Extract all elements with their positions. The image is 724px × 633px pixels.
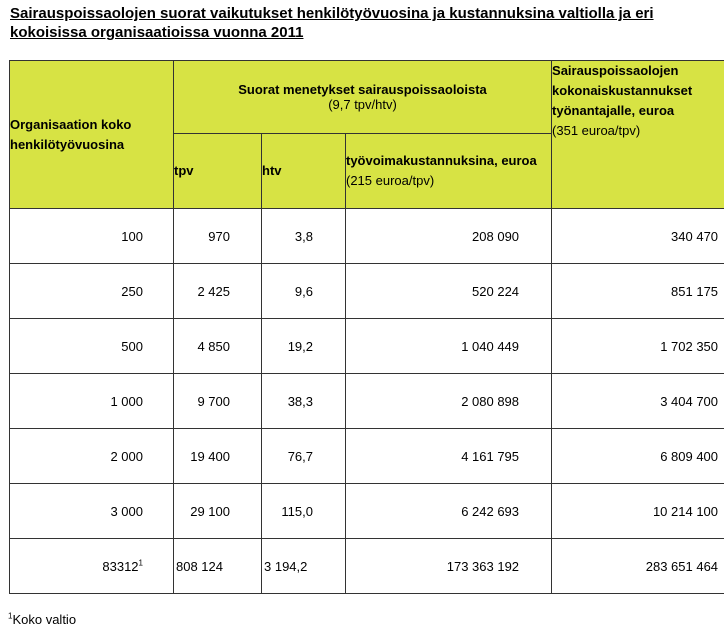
table-row — [10, 209, 724, 264]
cell-total-cost: 6 809 400 — [552, 429, 724, 484]
footnote-mark: 1 — [8, 611, 13, 621]
table-row — [10, 264, 724, 319]
sick-leave-table — [9, 60, 724, 594]
header-htv: htv — [262, 134, 346, 209]
cell-tpv: 19 400 — [174, 429, 262, 484]
header-org-size: Organisaation koko henkilötyövuosina — [10, 61, 174, 209]
cell-total-cost: 10 214 100 — [552, 484, 724, 539]
cell-labour-cost: 2 080 898 — [346, 374, 552, 429]
header-total-cost-label: Sairauspoissaolojen kokonaiskustannukset työnantajalle, euroa — [552, 63, 693, 118]
cell-htv: 19,2 — [262, 319, 346, 374]
cell-org-size: 1 000 — [10, 374, 174, 429]
footnote-text: Koko valtio — [12, 612, 77, 627]
cell-org-size: 500 — [10, 319, 174, 374]
header-labour-cost-label: työvoimakustannuksina, euroa — [346, 153, 537, 168]
cell-tpv: 970 — [174, 209, 262, 264]
cell-labour-cost: 208 090 — [346, 209, 552, 264]
cell-labour-cost: 520 224 — [346, 264, 552, 319]
cell-labour-cost: 173 363 192 — [346, 539, 552, 594]
header-labour-cost-note: (215 euroa/tpv) — [346, 173, 435, 188]
cell-htv: 76,7 — [262, 429, 346, 484]
cell-total-cost: 851 175 — [552, 264, 724, 319]
cell-org-size: 250 — [10, 264, 174, 319]
cell-tpv: 4 850 — [174, 319, 262, 374]
header-total-cost-note: (351 euroa/tpv) — [552, 123, 641, 138]
table-row — [10, 484, 724, 539]
cell-org-size — [10, 539, 174, 594]
cell-labour-cost: 1 040 449 — [346, 319, 552, 374]
cell-htv: 38,3 — [262, 374, 346, 429]
header-direct-losses-note: (9,7 tpv/htv) — [328, 97, 397, 112]
header-direct-losses-label: Suorat menetykset sairauspoissaoloista — [238, 82, 487, 97]
cell-total-cost: 3 404 700 — [552, 374, 724, 429]
table-row — [10, 319, 724, 374]
table-row — [10, 374, 724, 429]
cell-htv: 3,8 — [262, 209, 346, 264]
header-total-cost — [552, 61, 724, 209]
cell-org-size: 100 — [10, 209, 174, 264]
footnote-ref: 1 — [138, 558, 143, 568]
header-labour-cost — [346, 134, 552, 209]
page-title: Sairauspoissaolojen suorat vaikutukset henkilötyövuosina ja kustannuksina valtiolla ja eri kokoisissa organisaatioissa vuonna 2011 — [10, 5, 654, 41]
cell-tpv: 2 425 — [174, 264, 262, 319]
cell-labour-cost: 4 161 795 — [346, 429, 552, 484]
cell-tpv: 29 100 — [174, 484, 262, 539]
cell-total-cost: 1 702 350 — [552, 319, 724, 374]
cell-total-cost: 340 470 — [552, 209, 724, 264]
cell-htv: 9,6 — [262, 264, 346, 319]
cell-tpv: 808 124 — [174, 539, 262, 594]
cell-org-size-value: 83312 — [102, 558, 139, 574]
table-row — [10, 429, 724, 484]
table-row-total-state — [10, 539, 724, 594]
cell-tpv: 9 700 — [174, 374, 262, 429]
cell-labour-cost: 6 242 693 — [346, 484, 552, 539]
cell-total-cost: 283 651 464 — [552, 539, 724, 594]
header-tpv: tpv — [174, 134, 262, 209]
cell-htv: 115,0 — [262, 484, 346, 539]
header-direct-losses — [174, 61, 552, 134]
cell-org-size: 2 000 — [10, 429, 174, 484]
footnote — [8, 612, 76, 627]
cell-htv: 3 194,2 — [262, 539, 346, 594]
cell-org-size: 3 000 — [10, 484, 174, 539]
